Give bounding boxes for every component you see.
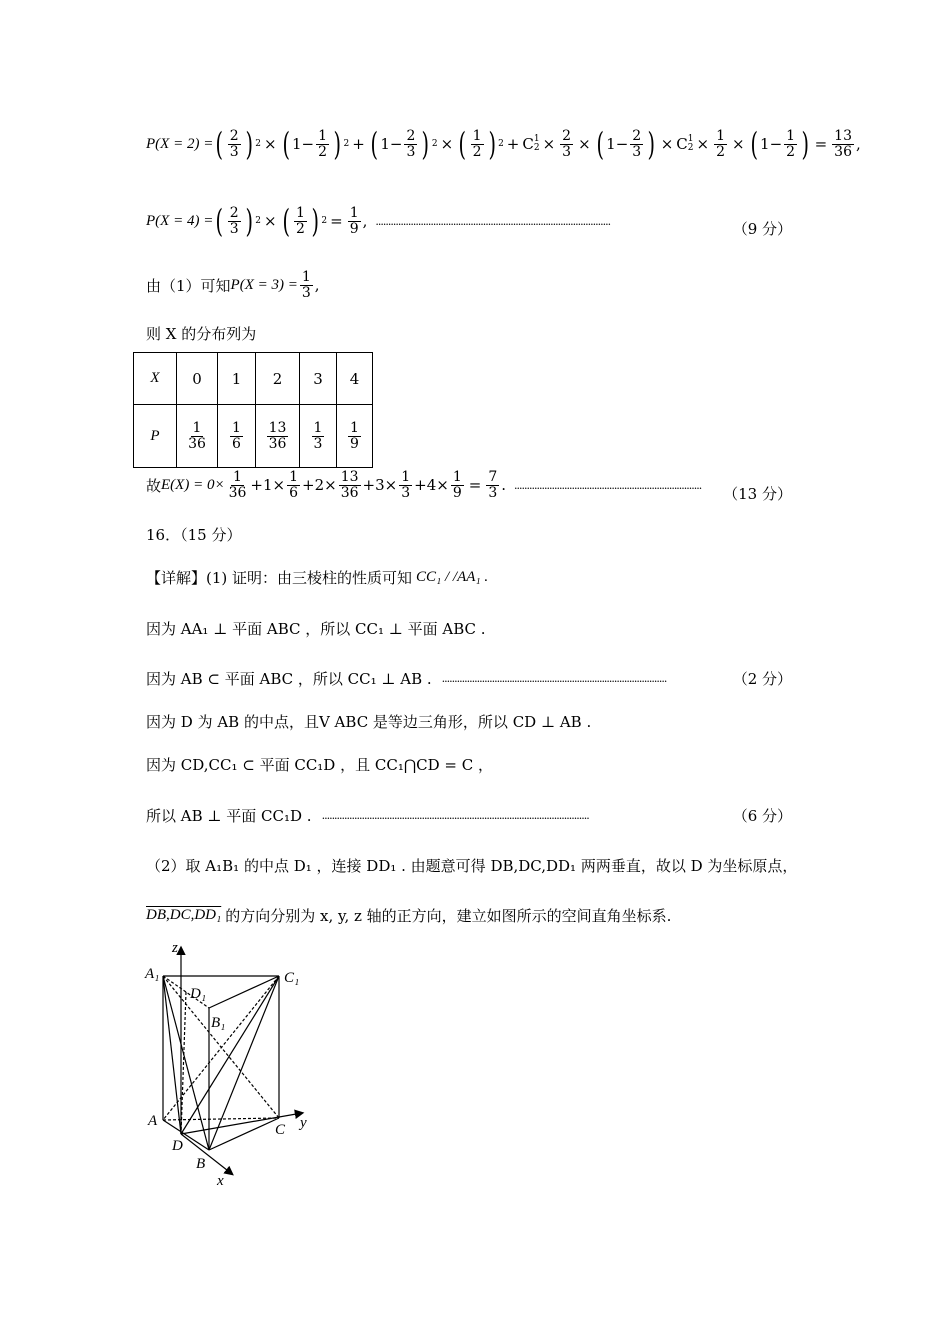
table-cell: 3 (300, 353, 337, 405)
prism-figure (140, 938, 330, 1188)
table-cell: $\frac{1}{3}$ (300, 405, 337, 468)
eq-p4: P(X = 4) = ( $\frac{2}{3}$ ) 2 × ( $\frac{1}{2}$ ) 2 = $\frac{1}{9}$ , .............................................................................................. (146, 202, 611, 240)
proof-line-3: 因为 D 为 AB 的中点，且V ABC 是等边三角形，所以 CD ⊥ AB . (146, 713, 592, 731)
proof-line-2: 因为 AB ⊂ 平面 ABC ，所以 CC₁ ⊥ AB . .......................................................................................... (146, 670, 667, 688)
label-y: y (300, 1115, 307, 1131)
score-9: （9 分） (732, 220, 792, 238)
part2-line-1: （2）取 A₁B₁ 的中点 D₁ ，连接 DD₁ . 由题意可得 DB,DC,DD₁ 两两垂直，故以 D 为坐标原点， (146, 857, 798, 875)
table-head-x: X (134, 353, 177, 405)
table-cell: 1 (218, 353, 256, 405)
proof-line-4: 因为 CD,CC₁ ⊂ 平面 CC₁D ，且 CC₁⋂CD = C ， (146, 756, 494, 774)
table-cell: 0 (177, 353, 218, 405)
label-b: B (196, 1156, 206, 1172)
label-c: C (275, 1122, 286, 1138)
label-d1: D₁ (190, 986, 207, 1002)
question-16: 16．（15 分） (146, 526, 242, 544)
score-2: （2 分） (732, 670, 792, 688)
detail-line: 【详解】(1) 证明：由三棱柱的性质可知 CC₁ / /AA₁ . (146, 569, 489, 587)
proof-line-1: 因为 AA₁ ⊥ 平面 ABC ，所以 CC₁ ⊥ 平面 ABC . (146, 620, 486, 638)
label-c1: C₁ (284, 970, 300, 986)
table-cell: $\frac{1}{9}$ (337, 405, 373, 468)
label-b1: B₁ (211, 1015, 226, 1031)
table-cell: 4 (337, 353, 373, 405)
table-cell: $\frac{1}{36}$ (177, 405, 218, 468)
label-a: A (148, 1113, 158, 1129)
frac: $\frac{2}{3}$ (229, 127, 239, 160)
table-cell: 2 (256, 353, 300, 405)
eq-p2-result: $\frac{13}{36}$ (834, 127, 852, 160)
label-x: x (217, 1173, 224, 1188)
label-d: D (172, 1138, 183, 1154)
score-13: （13 分） (723, 485, 792, 503)
dot-leader: .............................................................................................. (375, 214, 611, 228)
score-6: （6 分） (732, 807, 792, 825)
eq-p3: 由（1）可知 P(X = 3) = $\frac{1}{3}$ , (146, 269, 320, 301)
distribution-table (133, 352, 373, 468)
label-z: z (172, 940, 178, 956)
eq-p2-lhs: P(X = 2) = (146, 135, 214, 152)
dist-intro: 则 X 的分布列为 (146, 325, 257, 343)
expectation: 故 E(X) = 0× $\frac{1}{36}$ +1× $\frac{1}{6}$ +2× $\frac{13}{36}$ +3× $\frac{1}{3}$ +4× $\frac{1}{9}$ = $\frac{7}{3}$ . ........................................................................... (146, 469, 702, 501)
table-head-p: P (134, 405, 177, 468)
eq-p4-result: $\frac{1}{9}$ (349, 204, 359, 237)
table-cell: $\frac{13}{36}$ (256, 405, 300, 468)
proof-line-5: 所以 AB ⊥ 平面 CC₁D . ........................................................................................................... (146, 807, 589, 825)
part2-line-2: DB,DC,DD₁ 的方向分别为 x, y, z 轴的正方向，建立如图所示的空间直角坐标系. (146, 907, 672, 925)
table-cell: $\frac{1}{6}$ (218, 405, 256, 468)
label-a1: A₁ (145, 966, 160, 982)
eq-p2: P(X = 2) = ( $\frac{2}{3}$ ) 2 × ( 1 − $\frac{1}{2}$ ) 2 + ( 1 − $\frac{2}{3}$ ) 2 × ( $\frac{1}{2}$ ) 2 + C 1 2 × $\frac{2}{3}$ × ( 1 − $\frac{2}{3}$ ) × C 1 2 × $\frac{1}{2}$ × ( 1 − $\frac{1}{2}$ ) = $\frac{13}{36}$ , (146, 125, 861, 163)
